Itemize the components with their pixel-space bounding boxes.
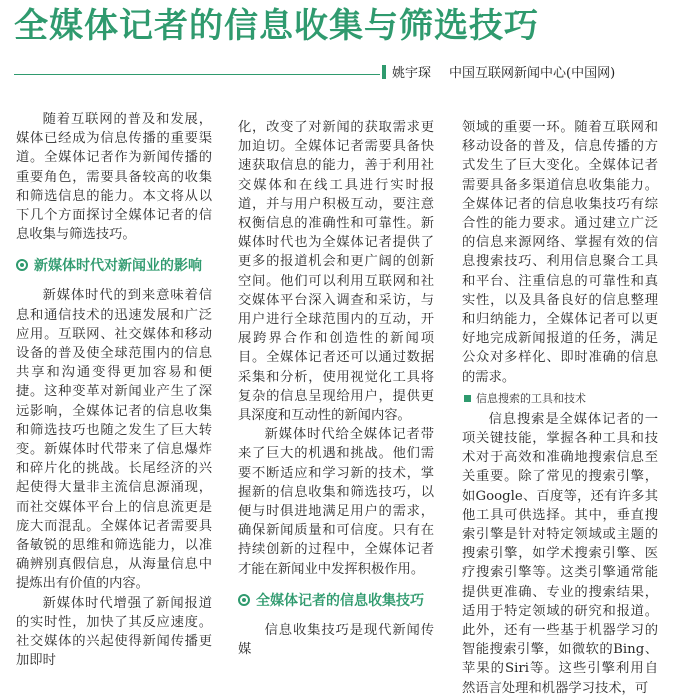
title-rule — [14, 74, 380, 75]
section-heading — [238, 591, 434, 611]
section-heading-text: 新媒体时代对新闻业的影响 — [34, 258, 202, 275]
target-bullet-icon — [238, 594, 250, 606]
byline — [382, 64, 672, 84]
column-1 — [16, 110, 212, 669]
byline-bar — [382, 65, 386, 79]
paragraph: 领域的重要一环。随着互联网和移动设备的普及，信息传播的方式发生了巨大变化。全媒体记者需要具备多渠道信息收集能力。全媒体记者的信息收集技巧有综合性的能力要求。通过建立广泛的信息来源网络、掌握有效的信息搜索技巧、利用信息聚合工具和平台、注重信息的可靠性和真实性，以及具备良好的信息整理和归纳能力，全媒体记者可以更好地完成新闻报道的任务，满足公众对多样化、即时准确的信息的需求。 — [462, 120, 658, 385]
paragraph: 新媒体时代给全媒体记者带来了巨大的机遇和挑战。他们需要不断适应和学习新的技术，掌握新的信息收集和筛选技巧，以便与时俱进地满足用户的需求，确保新闻质量和可信度。只有在持续创新的过程中，全媒体记者才能在新闻业中发挥积极作用。 — [238, 427, 434, 577]
paragraph: 新媒体时代增强了新闻报道的实时性，加快了其反应速度。社交媒体的兴起使得新闻传播更加即时 — [16, 595, 212, 669]
paragraph: 化，改变了对新闻的获取需求更加迫切。全媒体记者需要具备快速获取信息的能力，善于利用社交媒体和在线工具进行实时报道，并与用户积极互动，要注意权衡信息的准确性和可靠性。新媒体时代也为全媒体记者提供了更多的报道机会和更广阔的创新空间。他们可以利用互联网和社交媒体平台深入调查和采访，与用户进行全球范围内的互动，开展跨界合作和创造性的新闻项目。全媒体记者还可以通过数据采集和分析，使用视觉化工具将复杂的信息呈现给用户，提供更具深度和互动性的新闻内容。 — [238, 120, 434, 424]
paragraph: 信息搜索是全媒体记者的一项关键技能，掌握各种工具和技术对于高效和准确地搜索信息至关重要。除了常见的搜索引擎，如Google、百度等，还有许多其他工具可供选择。其中，垂直搜索引擎是针对特定领域或主题的搜索引擎，如学术搜索引擎、医疗搜索引擎等。这类引擎通常能提供更准确、专业的搜索结果，适用于特定领域的研究和报道。此外，还有一些基于机器学习的智能搜索引擎，如微软的Bing、苹果的Siri等。这些引擎利用自然语言处理和机器学习技术，可 — [462, 411, 658, 696]
section-heading — [16, 256, 212, 276]
target-bullet-icon — [16, 259, 28, 271]
subheading — [462, 389, 658, 408]
paragraph: 随着互联网的普及和发展，媒体已经成为信息传播的重要渠道。全媒体记者作为新闻传播的重要角色，需要具备较高的收集和筛选信息的能力。本文将从以下几个方面探讨全媒体记者的信息收集与筛选技巧。 — [16, 112, 212, 243]
paragraph: 新媒体时代的到来意味着信息和通信技术的迅速发展和广泛应用。互联网、社交媒体和移动设备的普及使全球范围内的信息共享和沟通变得更加容易和便捷。这种变革对新闻业产生了深远影响，全媒体记者的信息收集和筛选技巧也随之发生了巨大转变。新媒体时代带来了信息爆炸和碎片化的挑战。长尾经济的兴起使得大量非主流信息源涌现，而社交媒体平台上的信息流更是庞大而混乱。全媒体记者需要具备敏锐的思维和筛选能力，以准确辨别真假信息，从海量信息中提炼出有价值的内容。 — [16, 288, 212, 592]
section-heading-text: 全媒体记者的信息收集技巧 — [256, 592, 424, 609]
square-bullet-icon — [464, 395, 471, 402]
article-title: 全媒体记者的信息收集与筛选技巧 — [14, 6, 539, 46]
author-organization: 中国互联网新闻中心(中国网) — [449, 66, 616, 81]
author-name: 姚宇琛 — [392, 66, 432, 81]
subheading-text: 信息搜索的工具和技术 — [476, 391, 586, 405]
column-3 — [462, 118, 658, 696]
paragraph: 信息收集技巧是现代新闻传媒 — [238, 622, 434, 658]
column-2 — [238, 118, 434, 658]
